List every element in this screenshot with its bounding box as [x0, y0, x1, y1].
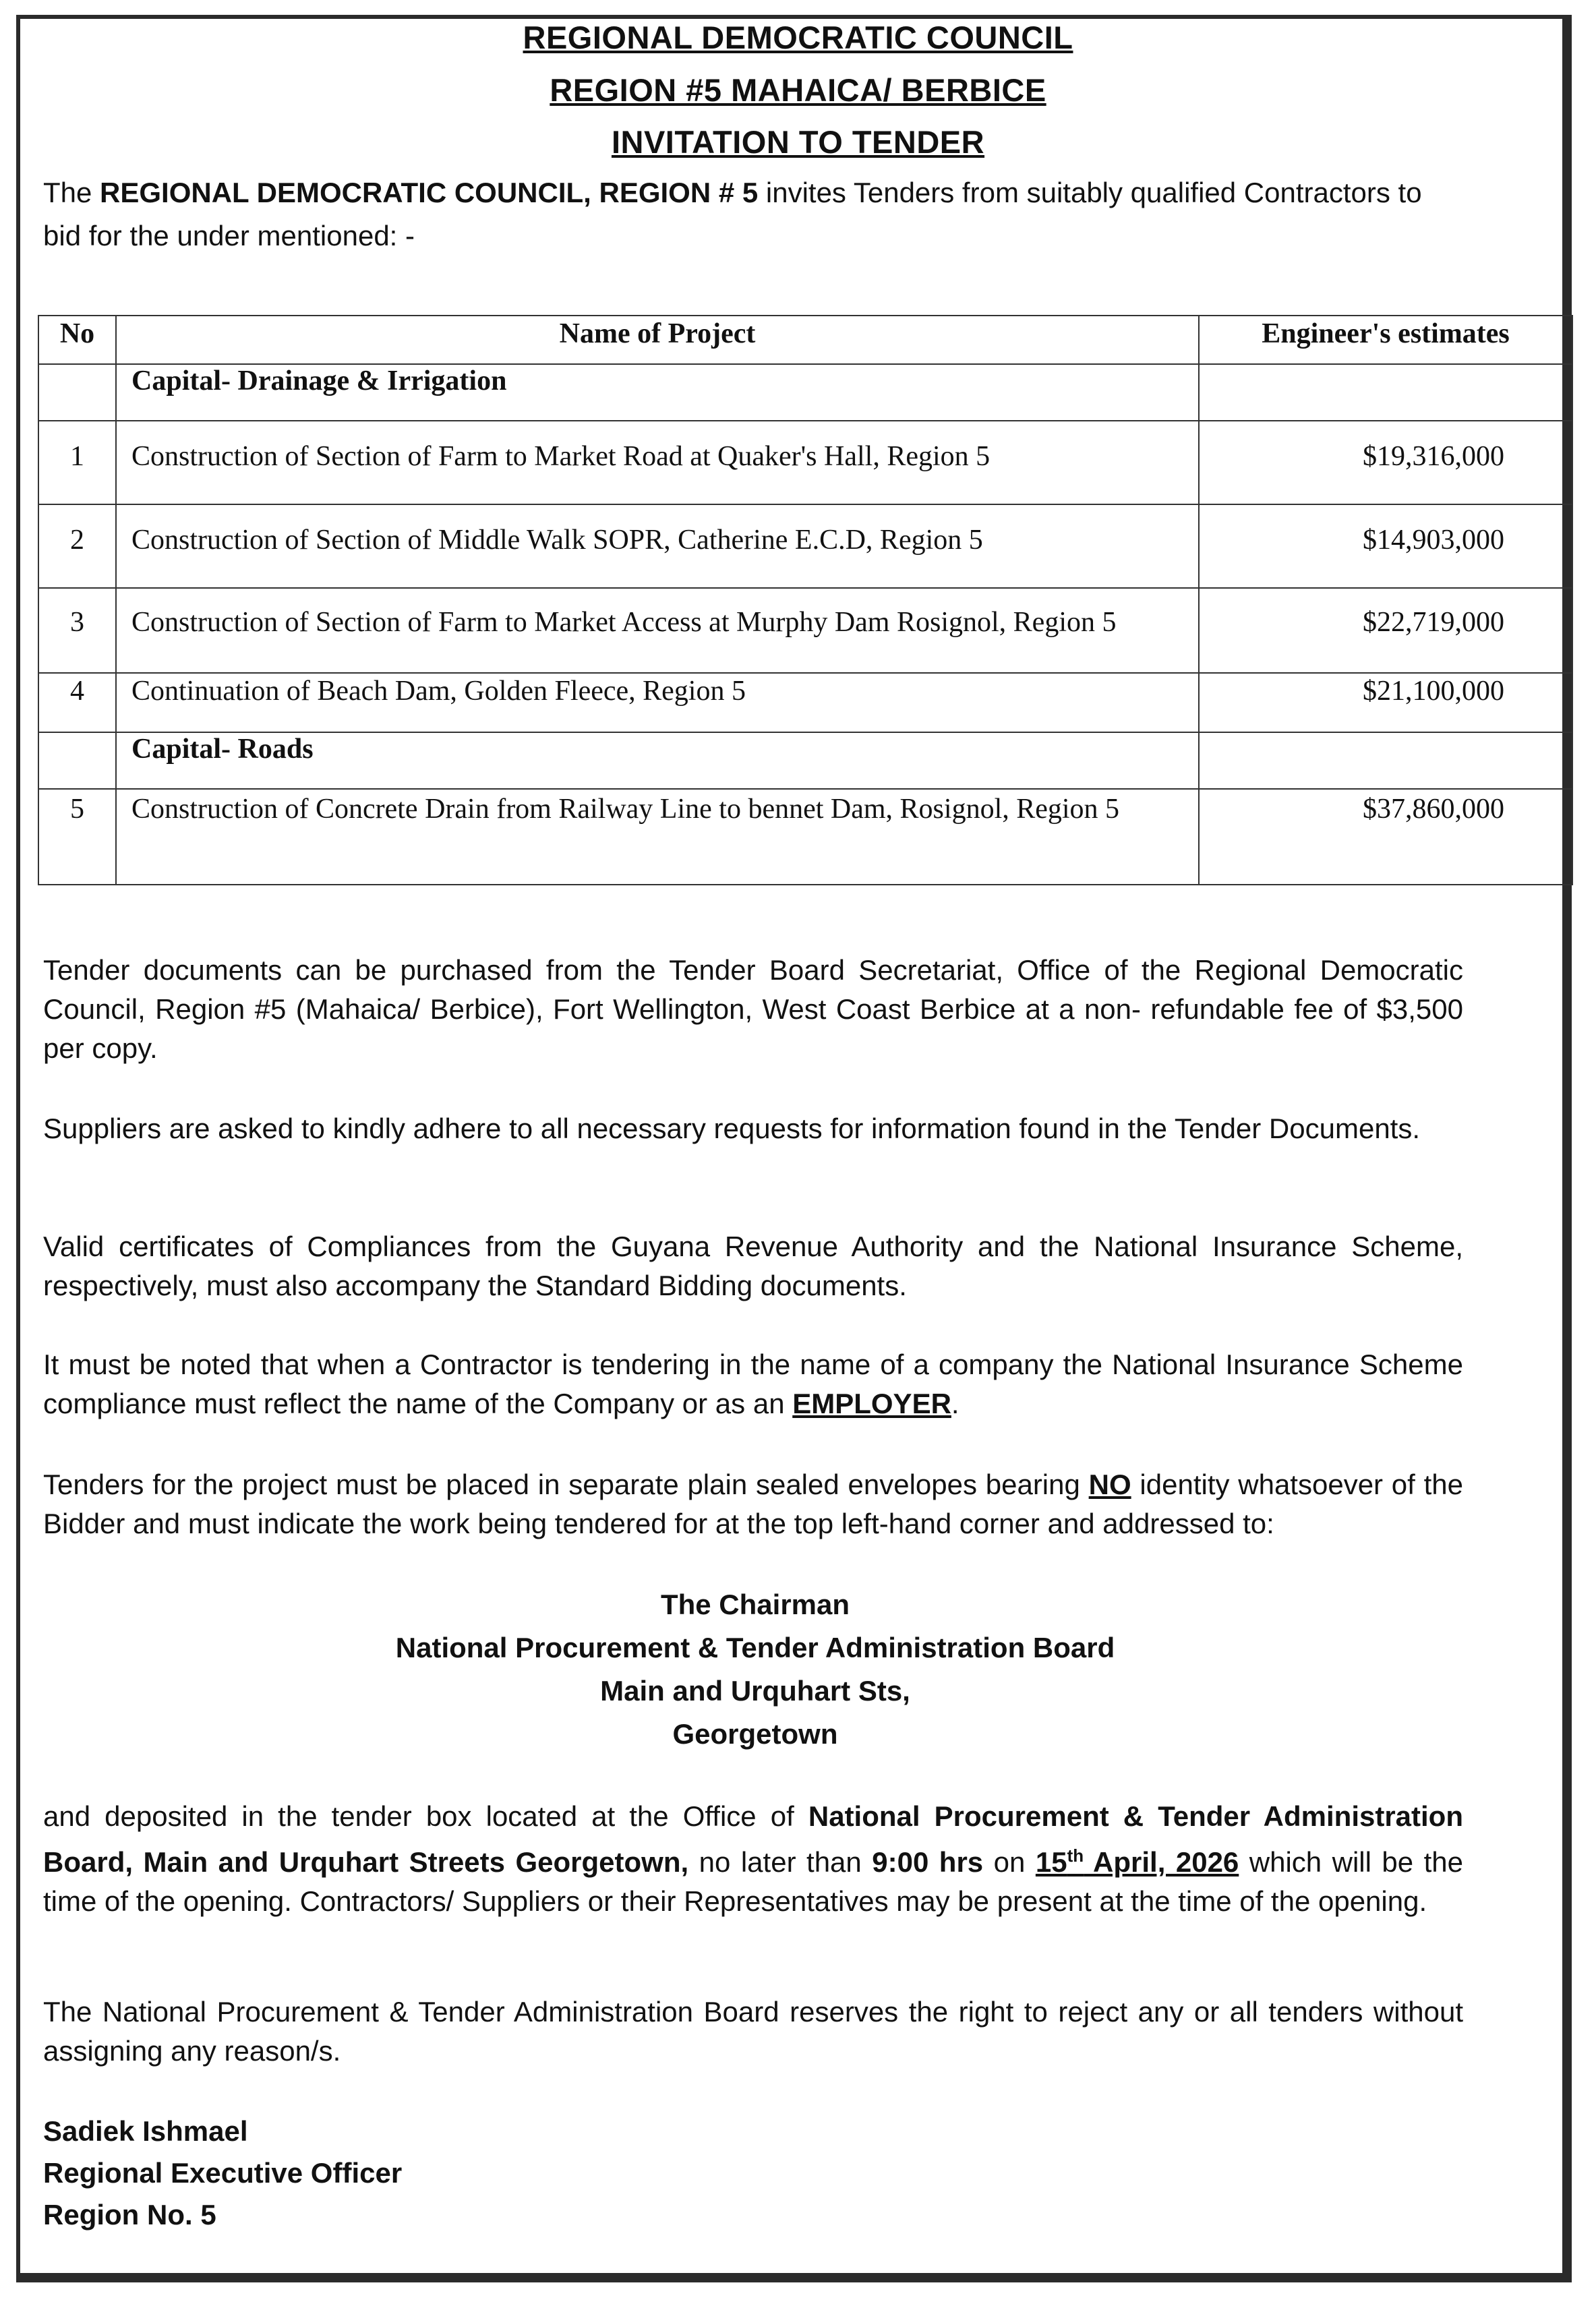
address-line: Main and Urquhart Sts, — [600, 1675, 910, 1707]
table-row: 2 Construction of Section of Middle Walk SOPR, Catherine E.C.D, Region 5 $14,903,000 — [38, 504, 1572, 588]
section-row-roads — [38, 732, 1572, 789]
paragraph-certificates: Valid certificates of Compliances from the Guyana Revenue Authority and the National Insurance Scheme, respectively, must also accompany the Standard Bidding documents. — [43, 1231, 1463, 1301]
section-title: Capital- Drainage & Irrigation — [116, 364, 1199, 421]
header-no: No — [38, 316, 116, 364]
signature-block — [43, 2110, 402, 2236]
paragraph-suppliers: Suppliers are asked to kindly adhere to all necessary requests for information found in the Tender Documents. — [43, 1113, 1421, 1144]
header-estimate: Engineer's estimates — [1199, 316, 1572, 364]
table-row: 3 Construction of Section of Farm to Market Access at Murphy Dam Rosignol, Region 5 $22,719,000 — [38, 588, 1572, 673]
address-line: The Chairman — [660, 1589, 850, 1620]
section-row-drainage — [38, 364, 1572, 421]
signature-name: Sadiek Ishmael — [43, 2115, 248, 2147]
header-name: Name of Project — [116, 316, 1199, 364]
heading-region: REGION #5 MAHAICA/ BERBICE — [550, 72, 1046, 108]
signature-title: Regional Executive Officer — [43, 2157, 403, 2189]
paragraph-reserves: The National Procurement & Tender Administration Board reserves the right to reject any or all tenders without assigning any reason/s. — [43, 1996, 1463, 2067]
address-line: National Procurement & Tender Administration Board — [395, 1632, 1115, 1663]
table-header-row — [38, 316, 1572, 364]
table-row: 5 Construction of Concrete Drain from Railway Line to bennet Dam, Rosignol, Region 5 $37,860,000 — [38, 789, 1572, 885]
paragraph-nis: It must be noted that when a Contractor is tendering in the name of a company the National Insurance Scheme compliance must reflect the name of the Company or as an EMPLOYER. — [43, 1349, 1463, 1419]
paragraph-envelopes: Tenders for the project must be placed in separate plain sealed envelopes bearing NO identity whatsoever of the Bidder and must indicate the work being tendered for at the top left-hand corner and addressed to: — [43, 1469, 1463, 1539]
address-block — [0, 1583, 1510, 1756]
heading-invitation: INVITATION TO TENDER — [611, 124, 985, 160]
table-row: 4 Continuation of Beach Dam, Golden Fleece, Region 5 $21,100,000 — [38, 673, 1572, 732]
heading-council: REGIONAL DEMOCRATIC COUNCIL — [523, 20, 1073, 55]
paragraph-deposit: and deposited in the tender box located at the Office of National Procurement & Tender Administration Board, Main and Urquhart Streets Georgetown, no later than 9:00 hrs on 15th April, 2026 which will be the time of the opening. Contractors/ Suppliers or their Representatives may be present at the time of the opening. — [43, 1800, 1464, 1917]
intro-paragraph: The REGIONAL DEMOCRATIC COUNCIL, REGION # 5 invites Tenders from suitably qualified Contractors to bid for the under mentioned: - — [43, 177, 1422, 252]
section-title: Capital- Roads — [116, 732, 1199, 789]
paragraph-documents: Tender documents can be purchased from the Tender Board Secretariat, Office of the Regional Democratic Council, Region #5 (Mahaica/ Berbice), Fort Wellington, West Coast Berbice at a non- refundable fee of $3,500 per copy. — [43, 954, 1463, 1064]
address-line: Georgetown — [672, 1718, 838, 1750]
table-row: 1 Construction of Section of Farm to Market Road at Quaker's Hall, Region 5 $19,316,000 — [38, 421, 1572, 504]
projects-table — [38, 315, 1573, 885]
signature-region: Region No. 5 — [43, 2199, 216, 2231]
